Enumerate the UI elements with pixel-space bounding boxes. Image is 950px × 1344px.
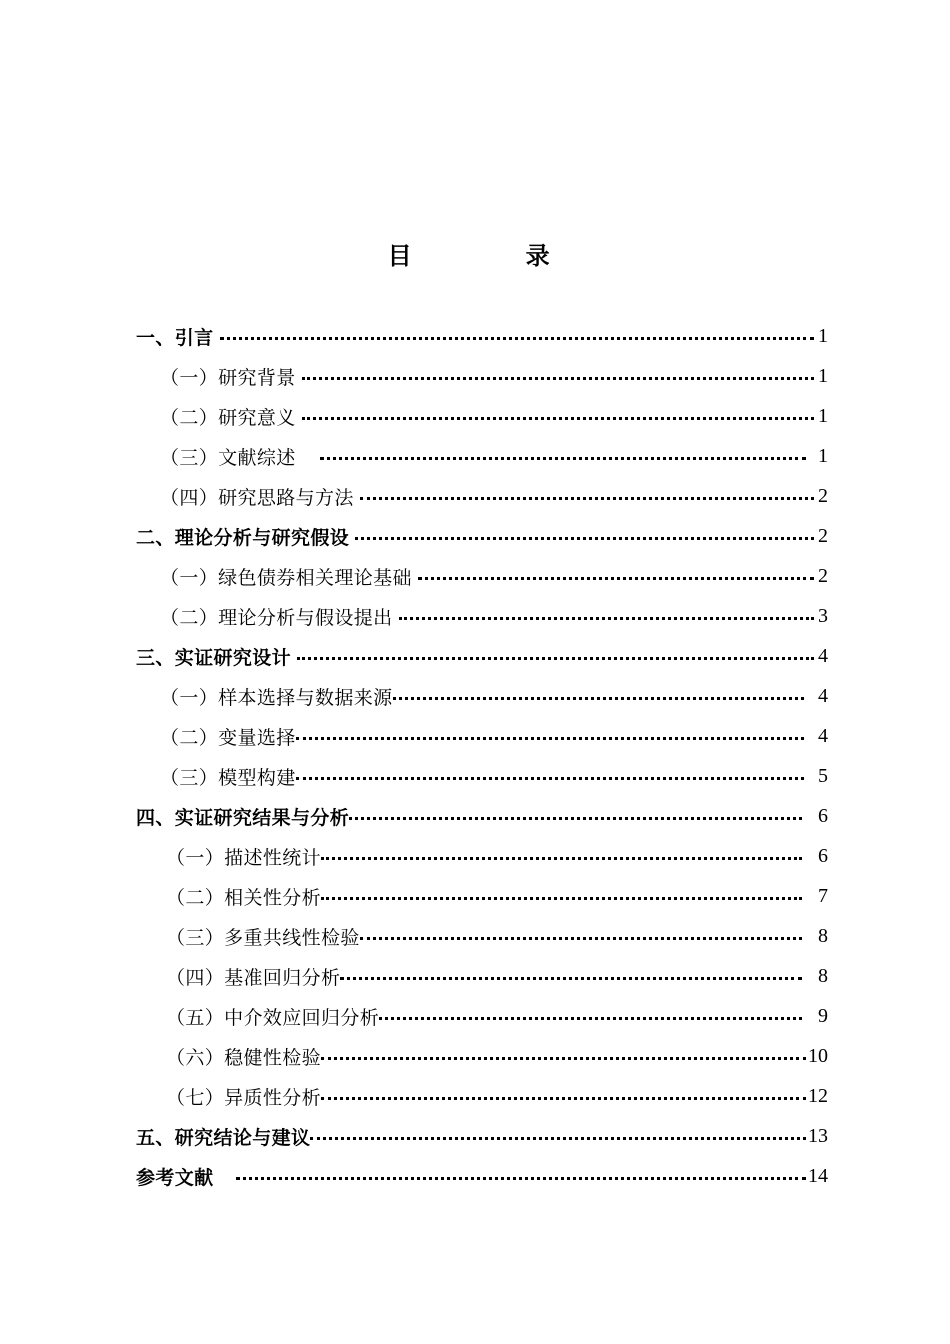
toc-page-number: 1: [818, 324, 828, 347]
toc-entry[interactable]: [166, 1036, 828, 1076]
toc-dot-leader: [296, 777, 804, 780]
toc-dot-leader: [393, 697, 804, 700]
toc-entry-label: （七）异质性分析: [166, 1086, 322, 1109]
toc-entry-label: （一）描述性统计: [166, 846, 322, 869]
toc-page-number: 8: [818, 964, 828, 987]
toc-entry[interactable]: [160, 716, 828, 756]
toc-page-number: 13: [808, 1124, 828, 1147]
toc-entry-label: 五、研究结论与建议: [136, 1126, 311, 1149]
toc-entry[interactable]: [160, 596, 828, 636]
toc-entry-label: （二）相关性分析: [166, 886, 322, 909]
toc-dot-leader: [418, 577, 814, 580]
toc-page-number: 4: [818, 724, 828, 747]
toc-page-number: 2: [818, 484, 828, 507]
toc-entry[interactable]: [166, 876, 828, 916]
toc-page-number: 7: [818, 884, 828, 907]
toc-dot-leader: [321, 1057, 806, 1060]
page-title: 目 录: [387, 242, 603, 270]
toc-dot-leader: [320, 457, 806, 460]
toc-entry-label: （四）研究思路与方法: [160, 486, 354, 509]
toc-page-number: 1: [818, 444, 828, 467]
toc-entry-label: （五）中介效应回归分析: [166, 1006, 380, 1029]
toc-dot-leader: [321, 857, 802, 860]
toc-page-number: 14: [808, 1164, 828, 1187]
toc-entry[interactable]: [160, 436, 828, 476]
toc-dot-leader: [297, 657, 814, 660]
toc-entry-label: （二）变量选择: [160, 726, 296, 749]
toc-entry[interactable]: [136, 636, 828, 676]
toc-dot-leader: [296, 737, 804, 740]
toc-entry[interactable]: [160, 556, 828, 596]
toc-entry[interactable]: [160, 476, 828, 516]
toc-dot-leader: [321, 897, 802, 900]
toc-entry[interactable]: [166, 1076, 828, 1116]
toc-entry-label: 一、引言: [136, 326, 214, 349]
toc-entry[interactable]: [136, 1116, 828, 1156]
toc-entry[interactable]: [160, 756, 828, 796]
toc-dot-leader: [340, 977, 802, 980]
toc-entry-label: （三）文献综述: [160, 446, 296, 469]
toc-entry-label: 三、实证研究设计: [136, 646, 292, 669]
toc-entry-label: （六）稳健性检验: [166, 1046, 322, 1069]
toc-dot-leader: [355, 537, 814, 540]
toc-entry[interactable]: [136, 796, 828, 836]
toc-entry[interactable]: [166, 996, 828, 1036]
toc-entry-label: （一）绿色债券相关理论基础: [160, 566, 412, 589]
toc-page-number: 4: [818, 644, 828, 667]
toc-entry[interactable]: [160, 356, 828, 396]
toc-dot-leader: [379, 1017, 802, 1020]
toc-entry[interactable]: [166, 916, 828, 956]
toc-page-number: 6: [818, 844, 828, 867]
toc-dot-leader: [349, 817, 802, 820]
toc-page-number: 2: [818, 524, 828, 547]
toc-page-number: 12: [808, 1084, 828, 1107]
toc-page-number: 2: [818, 564, 828, 587]
toc-entry-label: （三）模型构建: [160, 766, 296, 789]
toc-entry[interactable]: [136, 1156, 828, 1196]
toc-dot-leader: [399, 617, 814, 620]
toc-entry-label: （三）多重共线性检验: [166, 926, 360, 949]
toc-dot-leader: [321, 1097, 806, 1100]
toc-dot-leader: [360, 497, 814, 500]
toc-entry[interactable]: [160, 676, 828, 716]
toc-entry[interactable]: [136, 516, 828, 556]
toc-page-number: 1: [818, 404, 828, 427]
toc-entry[interactable]: [160, 396, 828, 436]
toc-entry[interactable]: [136, 316, 828, 356]
toc-dot-leader: [220, 337, 814, 340]
toc-dot-leader: [302, 417, 814, 420]
toc-entry-label: （四）基准回归分析: [166, 966, 341, 989]
toc-entry[interactable]: [166, 836, 828, 876]
toc-page-number: 3: [818, 604, 828, 627]
toc-entry-label: （一）样本选择与数据来源: [160, 686, 393, 709]
toc-entry-label: （二）研究意义: [160, 406, 296, 429]
toc-dot-leader: [302, 377, 814, 380]
toc-entry-label: （一）研究背景: [160, 366, 296, 389]
toc-page-number: 9: [818, 1004, 828, 1027]
toc-dot-leader: [310, 1137, 806, 1140]
toc-entry-label: 二、理论分析与研究假设: [136, 526, 350, 549]
toc-entry[interactable]: [166, 956, 828, 996]
toc-dot-leader: [360, 937, 802, 940]
toc-page-number: 10: [808, 1044, 828, 1067]
toc-page-number: 6: [818, 804, 828, 827]
toc-page-number: 8: [818, 924, 828, 947]
toc-entry-label: （二）理论分析与假设提出: [160, 606, 393, 629]
toc-entry-label: 参考文献: [136, 1166, 214, 1189]
toc-entry-label: 四、实证研究结果与分析: [136, 806, 350, 829]
toc-page-number: 1: [818, 364, 828, 387]
toc-page-number: 4: [818, 684, 828, 707]
toc-page-number: 5: [818, 764, 828, 787]
toc-dot-leader: [236, 1177, 806, 1180]
